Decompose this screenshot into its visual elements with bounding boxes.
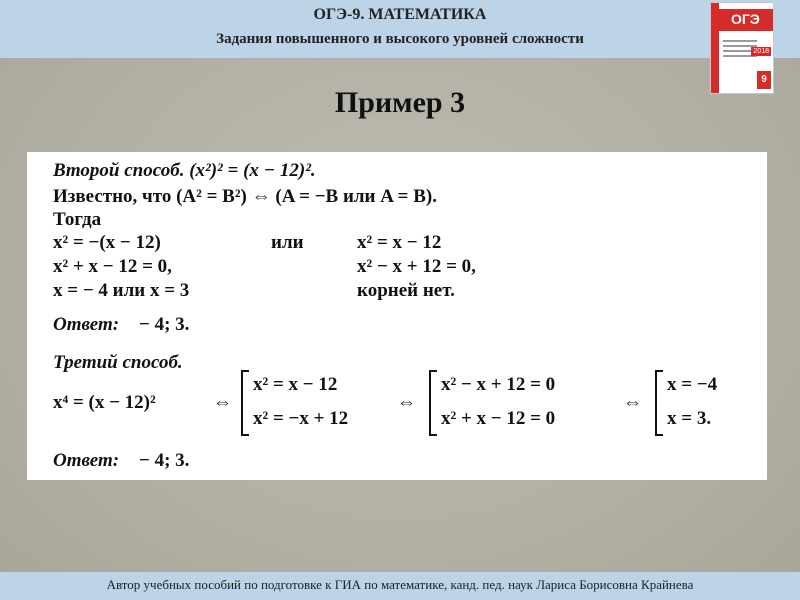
system2-eq1: x² − x + 12 = 0 — [441, 374, 556, 395]
system-bracket-2 — [429, 370, 437, 436]
row1-or: или — [271, 232, 304, 253]
answer-value: − 4; 3. — [139, 314, 190, 335]
answer2-label: Ответ: — [53, 450, 120, 471]
book-brand: ОГЭ — [731, 11, 760, 27]
book-spine — [711, 3, 719, 93]
third-method-line: Третий способ. — [53, 352, 183, 373]
system-bracket-1 — [241, 370, 249, 436]
system1-eq1: x² = x − 12 — [253, 374, 338, 395]
content-box — [27, 152, 767, 480]
book-cover-image — [710, 2, 774, 94]
equivalence-arrow-3: ⇔ — [623, 392, 642, 413]
system3-eq1: x = −4 — [667, 374, 718, 395]
row3-left: x = − 4 или x = 3 — [53, 280, 190, 301]
equivalence-arrow-2: ⇔ — [397, 392, 416, 413]
then-line: Тогда — [53, 209, 102, 230]
example-title: Пример 3 — [334, 86, 466, 119]
known-fact-line: Известно, что (A² = B²) ⇔ (A = −B или A = B). — [53, 186, 437, 207]
row2-left: x² + x − 12 = 0, — [53, 256, 172, 277]
system3-eq2: x = 3. — [667, 408, 712, 429]
main-equation: x⁴ = (x − 12)² — [53, 392, 156, 413]
header-subtitle: Задания повышенного и высокого уровней сложности — [216, 31, 584, 47]
row2-right: x² − x + 12 = 0, — [357, 256, 476, 277]
second-method-line: Второй способ. (x²)² = (x − 12)². — [53, 160, 316, 181]
header-title: ОГЭ-9. МАТЕМАТИКА — [313, 6, 487, 23]
system-bracket-3 — [655, 370, 663, 436]
answer-label: Ответ: — [53, 314, 120, 335]
system2-eq2: x² + x − 12 = 0 — [441, 408, 556, 429]
book-year: 2018 — [753, 48, 769, 55]
row1-left: x² = −(x − 12) — [53, 232, 161, 253]
system1-eq2: x² = −x + 12 — [253, 408, 349, 429]
row1-right: x² = x − 12 — [357, 232, 442, 253]
equivalence-arrow-1: ⇔ — [213, 392, 232, 413]
answer2-value: − 4; 3. — [139, 450, 190, 471]
book-grade: 9 — [757, 71, 771, 89]
row3-right: корней нет. — [357, 280, 455, 301]
footer-author: Автор учебных пособий по подготовке к ГИА по математике, канд. пед. наук Лариса Борисовна Крайнева — [106, 577, 694, 592]
